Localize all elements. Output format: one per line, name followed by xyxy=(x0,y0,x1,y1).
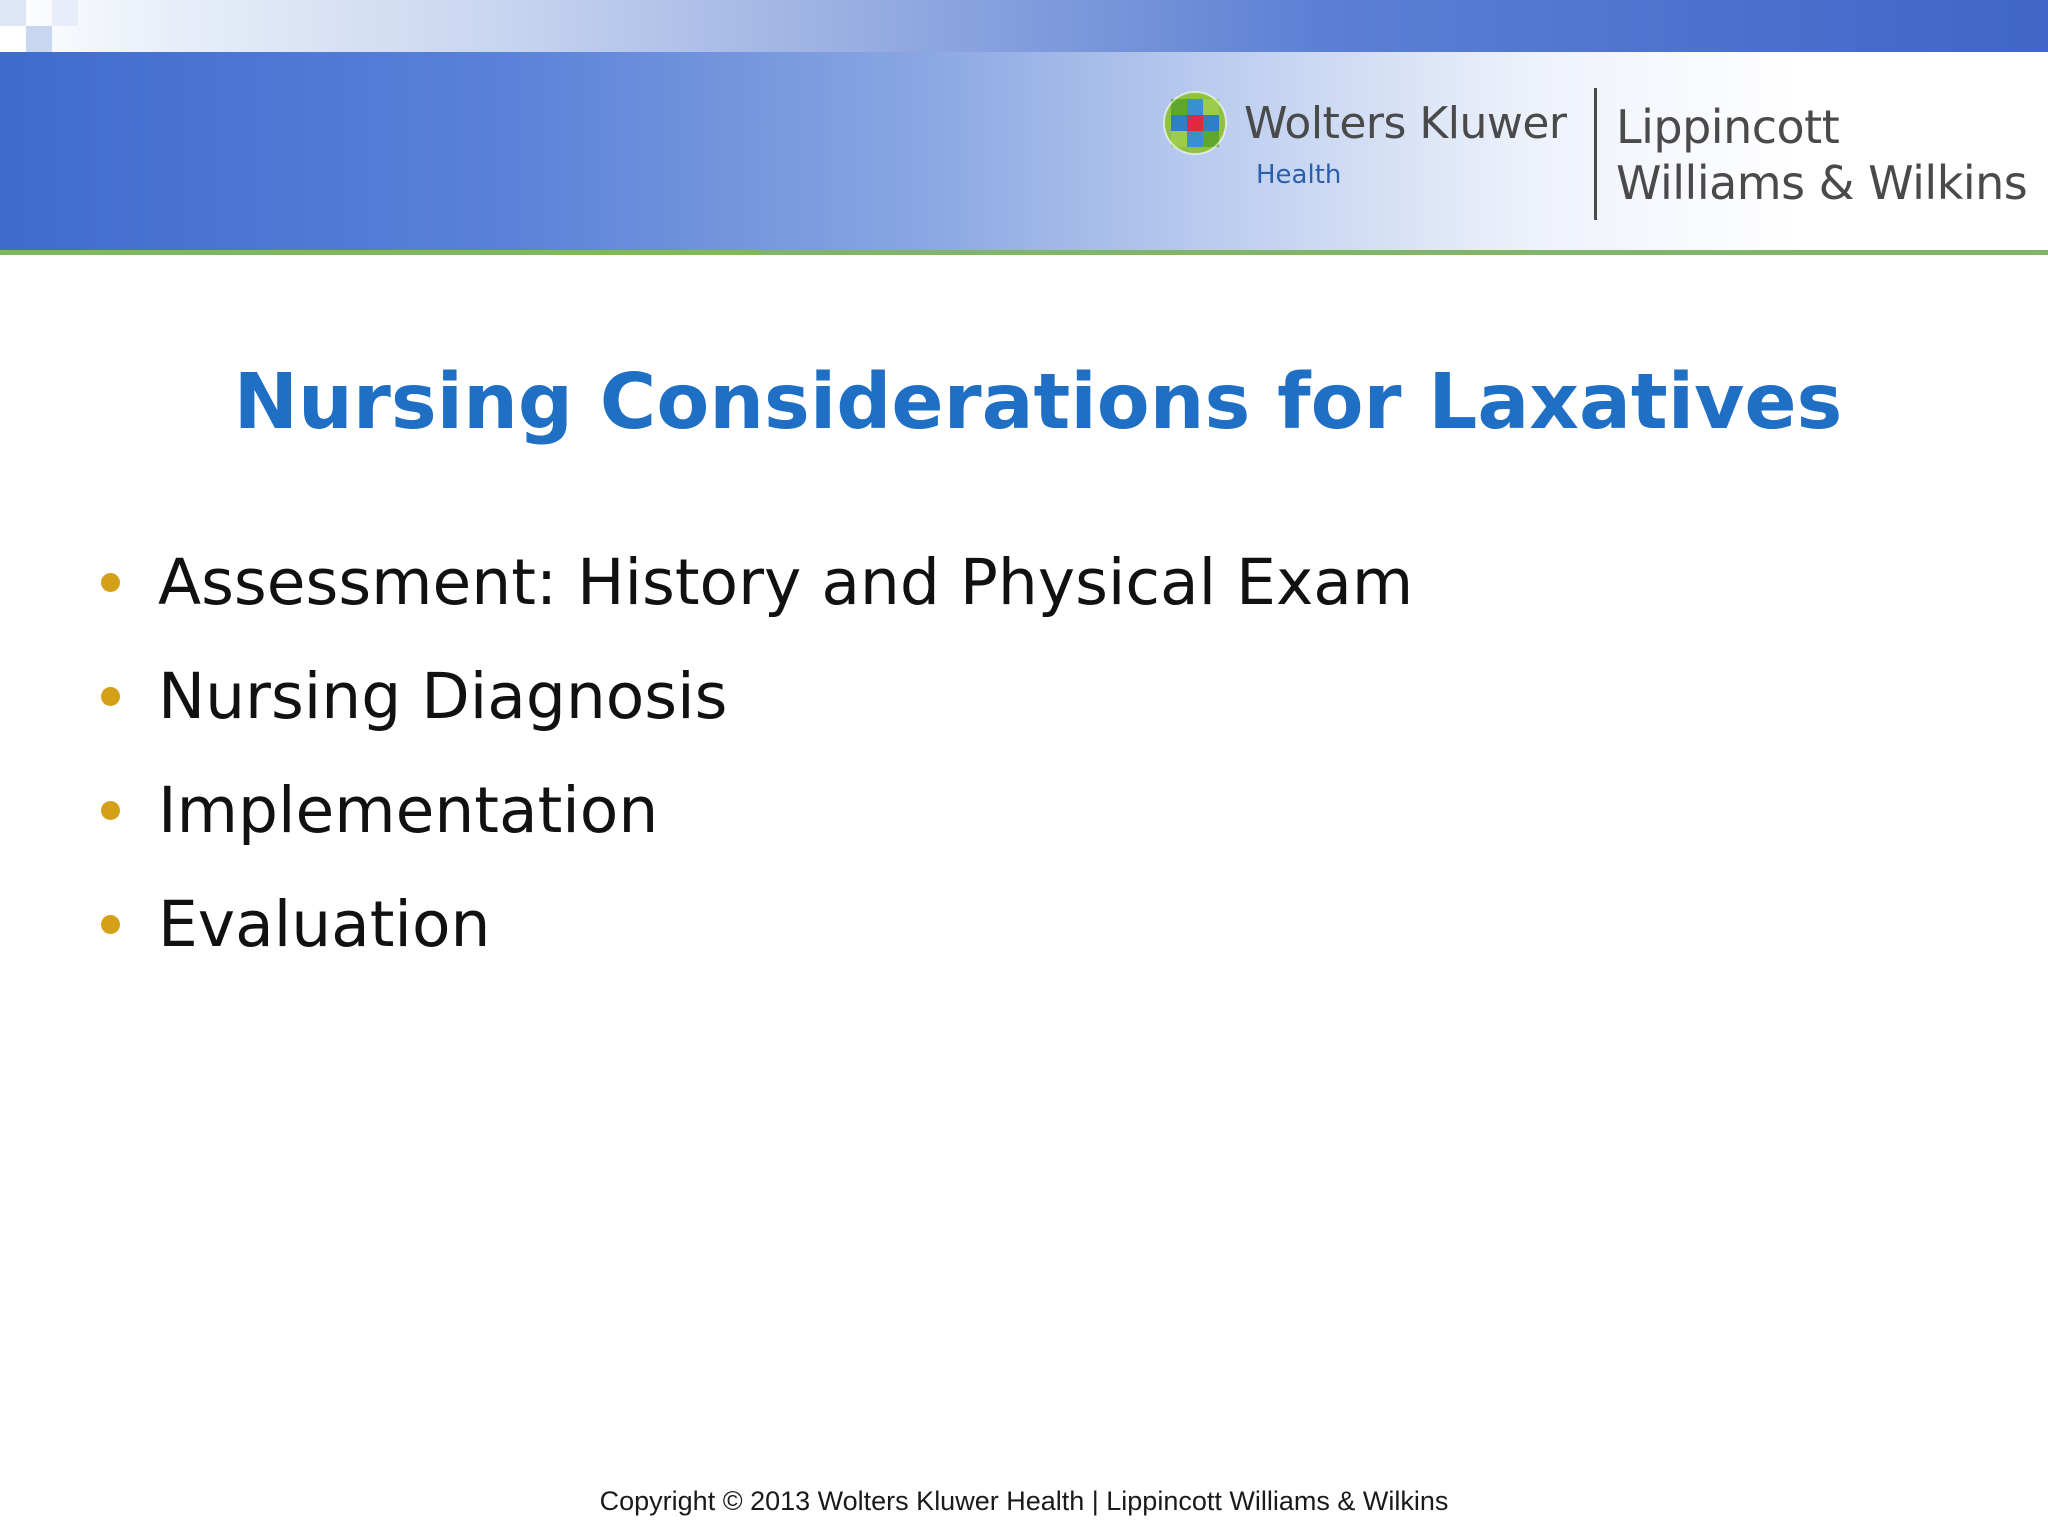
bullet-text: Nursing Diagnosis xyxy=(158,659,728,733)
bullet-text: Evaluation xyxy=(158,887,491,961)
logo-imprint-line1: Lippincott xyxy=(1616,100,1840,154)
copyright-footer: Copyright © 2013 Wolters Kluwer Health | Lippincott Williams & Wilkins xyxy=(599,1486,1449,1516)
logo-brand-text: Wolters Kluwer xyxy=(1244,98,1567,149)
header-top-strip xyxy=(0,0,2048,52)
bullet-dot-icon xyxy=(101,801,120,820)
bullet-dot-icon xyxy=(101,687,120,706)
bullet-text: Assessment: History and Physical Exam xyxy=(158,545,1414,619)
header-decorative-squares xyxy=(0,0,90,52)
bullet-item xyxy=(96,867,1413,981)
bullet-item xyxy=(96,639,1413,753)
decor-square xyxy=(0,26,26,52)
bullet-list xyxy=(96,525,1413,981)
decor-square xyxy=(52,0,78,26)
bullet-item xyxy=(96,753,1413,867)
logo-sub-brand-text: Health xyxy=(1256,160,1342,190)
decor-square xyxy=(26,26,52,52)
wolters-kluwer-logo-icon xyxy=(1162,90,1228,156)
slide-title: Nursing Considerations for Laxatives xyxy=(233,358,1843,447)
bullet-dot-icon xyxy=(101,573,120,592)
bullet-text: Implementation xyxy=(158,773,659,847)
logo-imprint-line2: Williams & Wilkins xyxy=(1616,156,2028,210)
decor-square xyxy=(0,0,26,26)
header-divider-rule xyxy=(0,250,2048,255)
bullet-item xyxy=(96,525,1413,639)
logo-divider xyxy=(1594,88,1597,220)
bullet-dot-icon xyxy=(101,915,120,934)
